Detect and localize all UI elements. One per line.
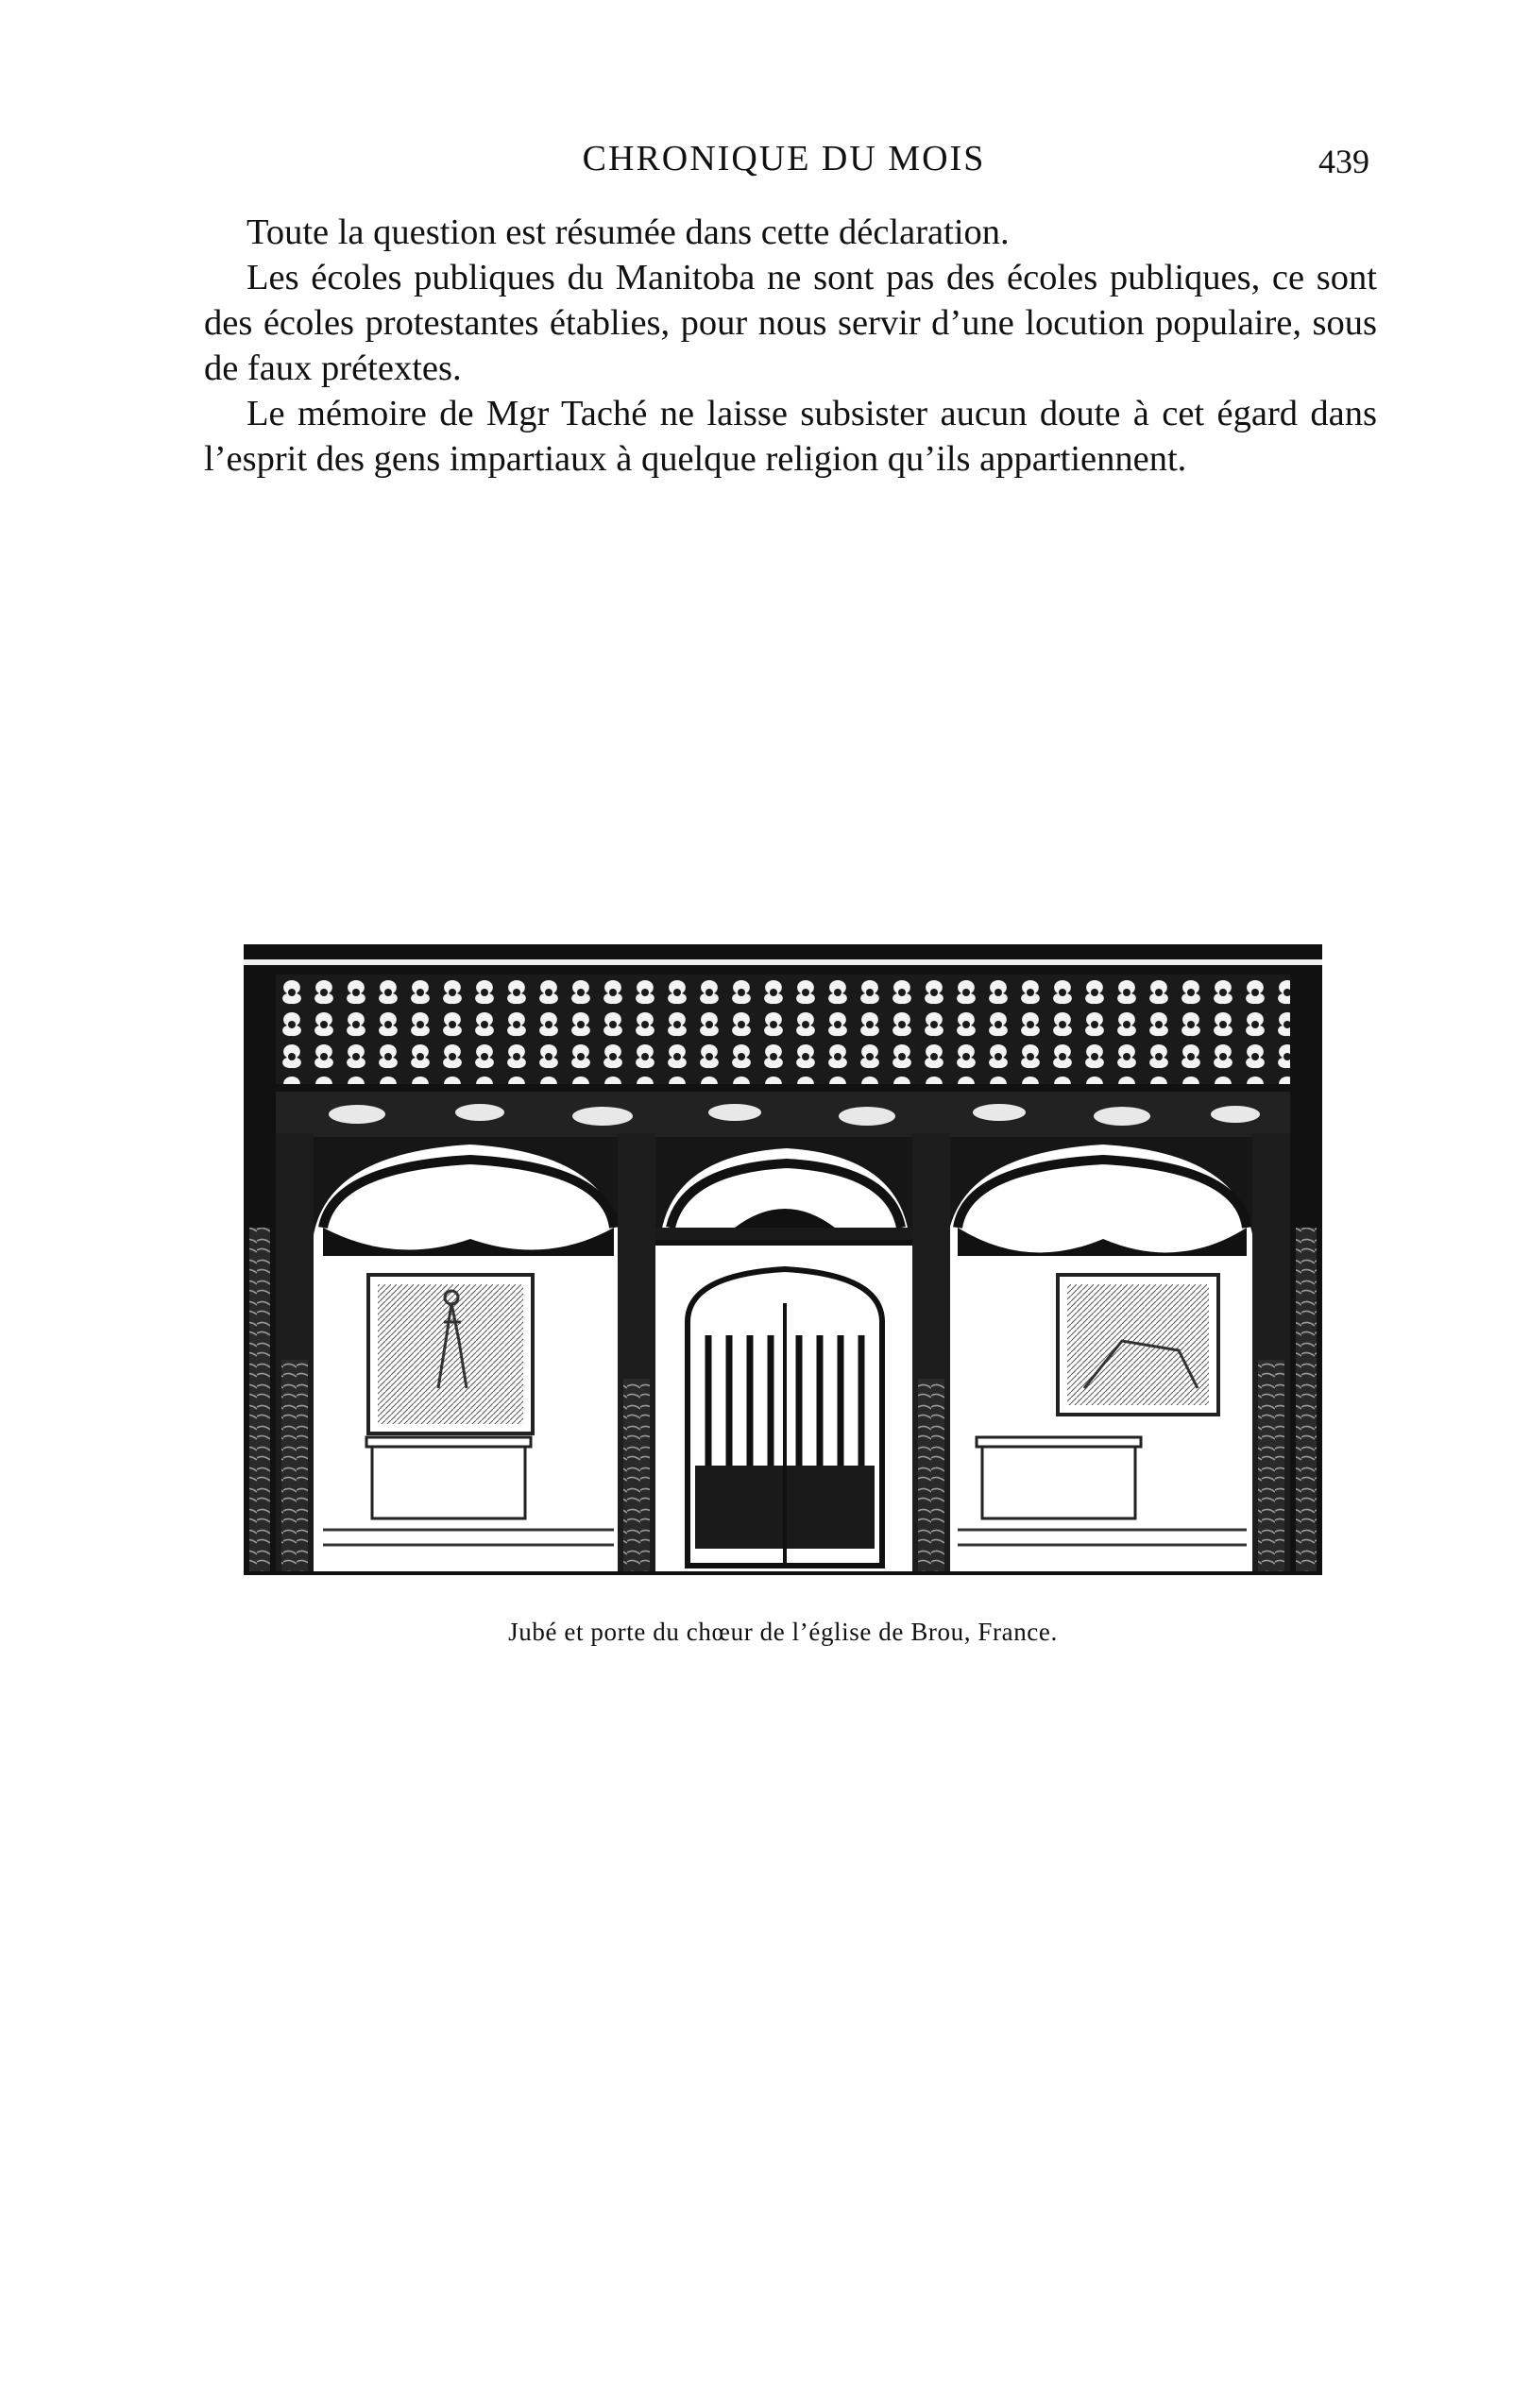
paragraph-1: Toute la question est résumée dans cette déclaration.	[246, 212, 1010, 252]
paragraph-3: Le mémoire de Mgr Taché ne laisse subsister aucun doute à cet égard dans l’esprit des gens impartiaux à quelque religion qu’ils appartiennent.	[204, 394, 1377, 479]
running-title: CHRONIQUE DU MOIS	[582, 139, 986, 178]
rood-screen-engraving	[244, 944, 1322, 1586]
body-text	[204, 210, 1377, 482]
paragraph-2: Les écoles publiques du Manitoba ne sont pas des écoles publiques, ce sont des écoles protestantes établies, pour nous servir d’une locution populaire, sous de faux prétextes.	[204, 258, 1377, 388]
page-number: 439	[1318, 143, 1369, 180]
figure-caption: Jubé et porte du chœur de l’église de Brou, France.	[508, 1618, 1058, 1646]
running-head	[0, 138, 1530, 185]
